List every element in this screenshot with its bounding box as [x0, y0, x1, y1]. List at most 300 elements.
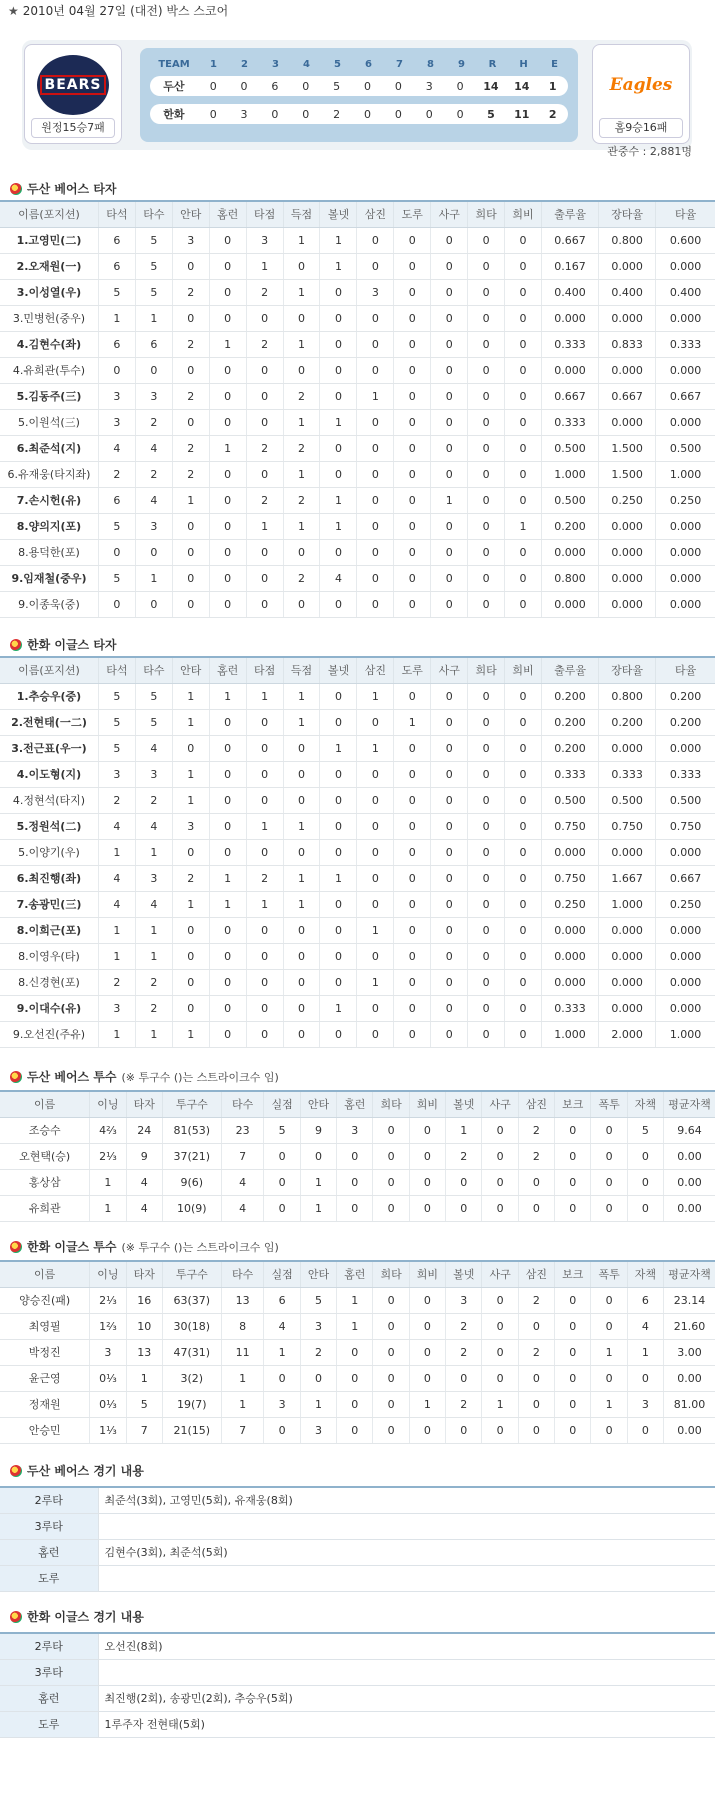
stat-cell: 0.200: [542, 709, 599, 735]
stat-cell: 0: [505, 865, 542, 891]
stat-cell: 0.800: [599, 683, 656, 709]
stat-cell: 0: [394, 565, 431, 591]
stat-cell: 7: [221, 1417, 264, 1443]
stat-cell: 3: [98, 383, 135, 409]
stat-cell: 1: [482, 1391, 518, 1417]
stat-cell: 0: [591, 1143, 627, 1169]
stat-cell: 4: [126, 1195, 162, 1221]
column-header: 타점: [246, 201, 283, 227]
column-header: 희비: [409, 1261, 445, 1287]
table-row: [0, 253, 715, 279]
stat-cell: 0.000: [542, 839, 599, 865]
stat-cell: 1: [172, 709, 209, 735]
stat-cell: 0: [264, 1169, 300, 1195]
hanwha-logo-box[interactable]: [592, 44, 690, 144]
game-info-row: [0, 1565, 715, 1591]
stat-cell: 3: [98, 995, 135, 1021]
game-info-label: 3루타: [0, 1659, 98, 1685]
stat-cell: 0: [394, 1021, 431, 1047]
stat-cell: 3: [357, 279, 394, 305]
stat-cell: 1: [135, 1021, 172, 1047]
linescore-cell: 2: [333, 107, 341, 121]
stat-cell: 1: [283, 409, 320, 435]
stat-cell: 0: [468, 969, 505, 995]
stat-cell: 0: [357, 513, 394, 539]
stat-cell: 0.000: [656, 969, 715, 995]
player-name[interactable]: 박정진: [0, 1339, 90, 1365]
player-name[interactable]: 5.이원석(三): [0, 409, 98, 435]
player-name[interactable]: 오현택(승): [0, 1143, 90, 1169]
stat-cell: 0: [591, 1117, 627, 1143]
table-row: [0, 357, 715, 383]
stat-cell: 0: [431, 227, 468, 253]
stat-cell: 1: [357, 383, 394, 409]
column-header: 희타: [373, 1091, 409, 1117]
table-row: [0, 735, 715, 761]
game-info-value: [98, 1659, 715, 1685]
stat-cell: 2: [518, 1339, 554, 1365]
stat-cell: 0: [246, 787, 283, 813]
linescore-cell: 3: [425, 79, 433, 93]
stat-cell: 0.500: [656, 435, 715, 461]
table-row: [0, 1287, 715, 1313]
doosan-record: 원정15승7패: [31, 118, 115, 138]
stat-cell: 3: [300, 1417, 336, 1443]
stat-cell: 1: [135, 305, 172, 331]
stat-cell: 1: [172, 1021, 209, 1047]
stat-cell: 0: [172, 253, 209, 279]
stat-cell: 0: [394, 513, 431, 539]
linescore-header-cell: TEAM: [158, 58, 190, 70]
stat-cell: 0: [209, 253, 246, 279]
player-name[interactable]: 4.김현수(좌): [0, 331, 98, 357]
stat-cell: 2: [135, 409, 172, 435]
stat-cell: 2: [135, 969, 172, 995]
doosan-logo-box[interactable]: [24, 44, 122, 144]
column-header: 보크: [555, 1091, 591, 1117]
linescore-cell: 14: [483, 79, 499, 93]
stat-cell: 0: [357, 1021, 394, 1047]
stat-cell: 1: [209, 683, 246, 709]
stat-cell: 0: [373, 1195, 409, 1221]
stat-cell: 3: [246, 227, 283, 253]
stat-cell: 0.000: [599, 357, 656, 383]
stat-cell: 0.200: [599, 709, 656, 735]
stat-cell: 0: [98, 591, 135, 617]
stat-cell: 9.64: [664, 1117, 715, 1143]
stat-cell: 0: [394, 683, 431, 709]
stat-cell: 2: [300, 1339, 336, 1365]
stat-cell: 0: [373, 1143, 409, 1169]
linescore-cell: 0: [456, 79, 464, 93]
linescore-cell: 0: [394, 107, 402, 121]
column-header: 볼넷: [320, 201, 357, 227]
table-header-row: [0, 201, 715, 227]
table-row: [0, 383, 715, 409]
table-row: [0, 1021, 715, 1047]
stat-cell: 0: [431, 839, 468, 865]
player-name[interactable]: 9.임재철(중우): [0, 565, 98, 591]
stat-cell: 0: [172, 513, 209, 539]
section-hanwha-pitching: [10, 1238, 279, 1255]
stat-cell: 0: [320, 305, 357, 331]
stat-cell: 0.333: [656, 761, 715, 787]
stat-cell: 7: [221, 1143, 264, 1169]
stat-cell: 1: [209, 435, 246, 461]
stat-cell: 0: [394, 943, 431, 969]
stat-cell: 8: [221, 1313, 264, 1339]
stat-cell: 0: [555, 1169, 591, 1195]
stat-cell: 0.400: [599, 279, 656, 305]
stat-cell: 0: [320, 917, 357, 943]
stat-cell: 0.333: [542, 995, 599, 1021]
stat-cell: 0: [431, 461, 468, 487]
stat-cell: 19(7): [162, 1391, 221, 1417]
column-header: 장타율: [599, 657, 656, 683]
stat-cell: 0.000: [599, 917, 656, 943]
stat-cell: 0: [505, 435, 542, 461]
stat-cell: 0: [283, 1021, 320, 1047]
section-title: 한화 이글스 경기 내용: [27, 1610, 144, 1624]
player-name[interactable]: 2.오재원(一): [0, 253, 98, 279]
stat-cell: 0: [482, 1287, 518, 1313]
hanwha-batting-table: [0, 656, 715, 1048]
stat-cell: 0: [357, 943, 394, 969]
player-name[interactable]: 8.신경현(포): [0, 969, 98, 995]
table-row: [0, 591, 715, 617]
stat-cell: 0.667: [599, 383, 656, 409]
player-name[interactable]: 7.손시헌(유): [0, 487, 98, 513]
stat-cell: 0.00: [664, 1143, 715, 1169]
stat-cell: 0: [505, 227, 542, 253]
player-name[interactable]: 정재원: [0, 1391, 90, 1417]
player-name[interactable]: 8.양의지(포): [0, 513, 98, 539]
stat-cell: 0: [357, 565, 394, 591]
stat-cell: 0: [246, 709, 283, 735]
stat-cell: 0: [209, 917, 246, 943]
stat-cell: 2: [98, 787, 135, 813]
stat-cell: 2: [172, 383, 209, 409]
stat-cell: 0.000: [656, 539, 715, 565]
stat-cell: 0: [373, 1391, 409, 1417]
stat-cell: 1: [246, 683, 283, 709]
player-name[interactable]: 5.이양기(우): [0, 839, 98, 865]
stat-cell: 1: [337, 1313, 373, 1339]
stat-cell: 0: [431, 995, 468, 1021]
stat-cell: 2: [518, 1287, 554, 1313]
stat-cell: 1⅓: [90, 1417, 126, 1443]
linescore-cell: 0: [456, 107, 464, 121]
player-name[interactable]: 4.정현석(타지): [0, 787, 98, 813]
stat-cell: 0: [246, 539, 283, 565]
stat-cell: 0.000: [599, 591, 656, 617]
table-row: [0, 279, 715, 305]
player-name[interactable]: 3.민병헌(중우): [0, 305, 98, 331]
stat-cell: 0.200: [656, 683, 715, 709]
player-name[interactable]: 유희관: [0, 1195, 90, 1221]
stat-cell: 0: [394, 891, 431, 917]
stat-cell: 0: [357, 227, 394, 253]
page-title-text: 2010년 04월 27일 (대전) 박스 스코어: [22, 4, 229, 18]
stat-cell: 0: [431, 709, 468, 735]
player-name[interactable]: 8.이영우(타): [0, 943, 98, 969]
stat-cell: 5: [627, 1117, 663, 1143]
stat-cell: 0: [320, 813, 357, 839]
stat-cell: 0: [394, 253, 431, 279]
player-name[interactable]: 5.김동주(三): [0, 383, 98, 409]
stat-cell: 0.500: [542, 787, 599, 813]
stat-cell: 0: [555, 1391, 591, 1417]
stat-cell: 0: [357, 253, 394, 279]
player-name[interactable]: 8.이희근(포): [0, 917, 98, 943]
column-header: 삼진: [518, 1261, 554, 1287]
stat-cell: 4: [221, 1195, 264, 1221]
stat-cell: 0: [468, 253, 505, 279]
stat-cell: 4: [98, 435, 135, 461]
player-name[interactable]: 1.추승우(중): [0, 683, 98, 709]
stat-cell: 0: [172, 917, 209, 943]
stat-cell: 1: [591, 1339, 627, 1365]
stat-cell: 0: [172, 409, 209, 435]
section-title: 두산 베어스 경기 내용: [27, 1464, 144, 1478]
stat-cell: 0: [300, 1143, 336, 1169]
stat-cell: 0: [431, 761, 468, 787]
stat-cell: 1: [357, 917, 394, 943]
stat-cell: 0: [431, 409, 468, 435]
stat-cell: 0: [246, 409, 283, 435]
column-header: 이름: [0, 1091, 90, 1117]
player-name[interactable]: 홍상삼: [0, 1169, 90, 1195]
game-info-row: [0, 1513, 715, 1539]
stat-cell: 0.200: [542, 735, 599, 761]
baseball-icon: [10, 183, 22, 195]
stat-cell: 0: [505, 565, 542, 591]
player-name[interactable]: 1.고영민(二): [0, 227, 98, 253]
stat-cell: 0.250: [542, 891, 599, 917]
column-header: 사구: [431, 657, 468, 683]
stat-cell: 0.667: [542, 383, 599, 409]
stat-cell: 0: [468, 735, 505, 761]
table-row: [0, 995, 715, 1021]
stat-cell: 1: [98, 839, 135, 865]
stat-cell: 0: [283, 943, 320, 969]
stat-cell: 10: [126, 1313, 162, 1339]
stat-cell: 0: [246, 565, 283, 591]
stat-cell: 0: [518, 1313, 554, 1339]
stat-cell: 0.750: [656, 813, 715, 839]
stat-cell: 0.750: [542, 865, 599, 891]
stat-cell: 0: [431, 943, 468, 969]
stat-cell: 0⅓: [90, 1391, 126, 1417]
stat-cell: 0: [283, 591, 320, 617]
player-name[interactable]: 윤근영: [0, 1365, 90, 1391]
player-name[interactable]: 최영필: [0, 1313, 90, 1339]
player-name[interactable]: 5.정원석(二): [0, 813, 98, 839]
stat-cell: 0: [409, 1287, 445, 1313]
stat-cell: 0: [172, 357, 209, 383]
stat-cell: 0: [320, 331, 357, 357]
stat-cell: 2: [98, 461, 135, 487]
stat-cell: 0: [431, 1021, 468, 1047]
stat-cell: 21.60: [664, 1313, 715, 1339]
player-name[interactable]: 3.전근표(우一): [0, 735, 98, 761]
stat-cell: 0: [518, 1417, 554, 1443]
linescore-header-cell: 9: [458, 58, 465, 70]
player-name[interactable]: 2.전현태(一二): [0, 709, 98, 735]
section-hanwha-game: [10, 1608, 144, 1625]
stat-cell: 0: [555, 1365, 591, 1391]
hanwha-logo-text: Eagles: [609, 75, 673, 95]
stat-cell: 1: [357, 683, 394, 709]
stat-cell: 0: [409, 1313, 445, 1339]
stat-cell: 3: [98, 409, 135, 435]
stat-cell: 1: [246, 253, 283, 279]
player-name[interactable]: 4.유희관(투수): [0, 357, 98, 383]
stat-cell: 4: [135, 487, 172, 513]
stat-cell: 1: [209, 331, 246, 357]
stat-cell: 0: [246, 461, 283, 487]
stat-cell: 0.000: [599, 253, 656, 279]
stat-cell: 0: [627, 1143, 663, 1169]
stat-cell: 2.000: [599, 1021, 656, 1047]
player-name[interactable]: 9.이종욱(중): [0, 591, 98, 617]
stat-cell: 2: [135, 787, 172, 813]
stat-cell: 0.333: [542, 761, 599, 787]
stat-cell: 0: [394, 761, 431, 787]
player-name[interactable]: 6.최준석(지): [0, 435, 98, 461]
stat-cell: 2: [135, 995, 172, 1021]
stat-cell: 1: [221, 1365, 264, 1391]
stat-cell: 5: [98, 565, 135, 591]
stat-cell: 0: [320, 683, 357, 709]
stat-cell: 0: [431, 383, 468, 409]
stat-cell: 0: [394, 227, 431, 253]
linescore-header-cell: 2: [241, 58, 248, 70]
stat-cell: 0: [209, 761, 246, 787]
stat-cell: 0: [283, 787, 320, 813]
player-name[interactable]: 7.송광민(三): [0, 891, 98, 917]
stat-cell: 0: [482, 1313, 518, 1339]
stat-cell: 0: [373, 1339, 409, 1365]
stat-cell: 0: [505, 461, 542, 487]
player-name[interactable]: 6.최진행(좌): [0, 865, 98, 891]
stat-cell: 0: [209, 487, 246, 513]
stat-cell: 0.000: [656, 305, 715, 331]
stat-cell: 0: [409, 1417, 445, 1443]
doosan-logo-text: BEARS: [40, 75, 107, 95]
stat-cell: 1: [246, 513, 283, 539]
player-name[interactable]: 안승민: [0, 1417, 90, 1443]
stat-cell: 0.250: [599, 487, 656, 513]
linescore-cell: 0: [394, 79, 402, 93]
stat-cell: 0: [209, 513, 246, 539]
column-header: 안타: [300, 1261, 336, 1287]
stat-cell: 0.800: [542, 565, 599, 591]
stat-cell: 0: [505, 683, 542, 709]
stat-cell: 0: [209, 565, 246, 591]
stat-cell: 0: [468, 565, 505, 591]
stat-cell: 0: [394, 383, 431, 409]
player-name[interactable]: 6.유재웅(타지좌): [0, 461, 98, 487]
player-name[interactable]: 8.용덕한(포): [0, 539, 98, 565]
stat-cell: 1: [90, 1169, 126, 1195]
column-header: 홈런: [209, 657, 246, 683]
stat-cell: 1: [135, 565, 172, 591]
stat-cell: 0.000: [599, 539, 656, 565]
stat-cell: 4: [320, 565, 357, 591]
stat-cell: 0: [337, 1417, 373, 1443]
player-name[interactable]: 9.오선진(주유): [0, 1021, 98, 1047]
linescore-header-cell: 1: [210, 58, 217, 70]
stat-cell: 0: [505, 735, 542, 761]
stat-cell: 0: [246, 383, 283, 409]
stat-cell: 0.333: [599, 761, 656, 787]
stat-cell: 21(15): [162, 1417, 221, 1443]
stat-cell: 0: [468, 995, 505, 1021]
stat-cell: 5: [135, 227, 172, 253]
stat-cell: 0: [98, 539, 135, 565]
linescore-cell: 11: [514, 107, 530, 121]
stat-cell: 1: [300, 1391, 336, 1417]
table-row: [0, 1143, 715, 1169]
stat-cell: 0: [98, 357, 135, 383]
stat-cell: 0: [357, 761, 394, 787]
game-info-row: [0, 1685, 715, 1711]
stat-cell: 1: [357, 735, 394, 761]
stat-cell: 0: [209, 409, 246, 435]
stat-cell: 0.500: [599, 787, 656, 813]
player-name[interactable]: 4.이도형(지): [0, 761, 98, 787]
baseball-icon: [10, 1611, 22, 1623]
column-header: 평균자책: [664, 1261, 715, 1287]
scoreboard: [22, 40, 692, 150]
stat-cell: 2: [446, 1339, 482, 1365]
stat-cell: 0: [357, 435, 394, 461]
player-name[interactable]: 9.이대수(유): [0, 995, 98, 1021]
stat-cell: 0: [518, 1365, 554, 1391]
stat-cell: 2: [446, 1313, 482, 1339]
stat-cell: 4: [126, 1169, 162, 1195]
stat-cell: 0: [591, 1169, 627, 1195]
stat-cell: 1: [135, 917, 172, 943]
stat-cell: 0.000: [656, 591, 715, 617]
column-header: 이름: [0, 1261, 90, 1287]
stat-cell: 1: [320, 735, 357, 761]
game-info-value: 김현수(3회), 최준석(5회): [98, 1539, 715, 1565]
stat-cell: 0.200: [542, 683, 599, 709]
stat-cell: 0: [505, 279, 542, 305]
section-title: 두산 베어스 투수: [27, 1070, 117, 1084]
section-title: 한화 이글스 투수: [27, 1240, 117, 1254]
stat-cell: 0: [209, 539, 246, 565]
player-name[interactable]: 조승수: [0, 1117, 90, 1143]
player-name[interactable]: 양승진(패): [0, 1287, 90, 1313]
column-header: 희타: [468, 201, 505, 227]
linescore-cell: 14: [514, 79, 530, 93]
stat-cell: 0.000: [542, 357, 599, 383]
player-name[interactable]: 3.이성열(우): [0, 279, 98, 305]
stat-cell: 0: [627, 1195, 663, 1221]
stat-cell: 0: [283, 969, 320, 995]
stat-cell: 0: [505, 709, 542, 735]
stat-cell: 0: [357, 787, 394, 813]
stat-cell: 1: [320, 513, 357, 539]
stat-cell: 0: [172, 969, 209, 995]
stat-cell: 0: [320, 709, 357, 735]
stat-cell: 0: [431, 565, 468, 591]
baseball-icon: [10, 1465, 22, 1477]
stat-cell: 0: [468, 513, 505, 539]
